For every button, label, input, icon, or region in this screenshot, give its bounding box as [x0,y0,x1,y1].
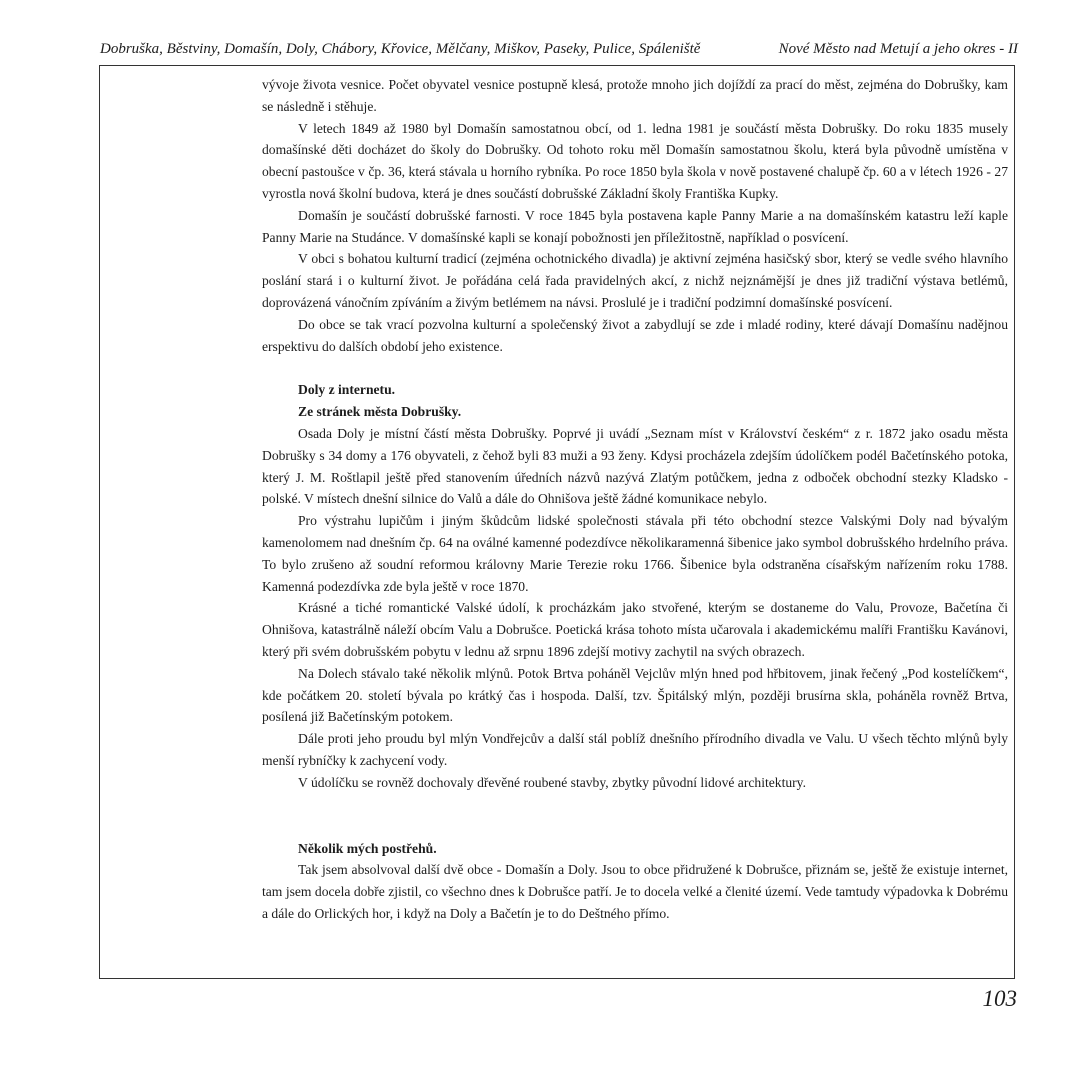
section-spacer [262,357,1008,379]
paragraph-domasin-parish: Domašín je součástí dobrušské farnosti. V roce 1845 byla postavena kaple Panny Marie a na domašínském katastru leží kaple Panny Marie na Studánce. V domašínské kapli se konají pobožnosti jen příležitostně, například o posvícení. [262,207,1008,245]
header-chapter-title: Dobruška, Běstviny, Domašín, Doly, Chábory, Křovice, Mělčany, Miškov, Paseky, Pulice, Spáleniště [100,41,701,57]
heading-author-notes: Několik mých postřehů. [298,840,437,856]
paragraph-doly-mills-continued: Dále proti jeho proudu byl mlýn Vondřejcův a další stál poblíž dnešního přírodního divadla ve Valu. U všech těchto mlýnů byly menší rybníčky k zachycení vody. [262,731,1008,768]
paragraph-doly-houses: V údolíčku se rovněž dochovaly dřevěné roubené stavby, zbytky původní lidové architektury. [298,774,806,790]
paragraph-domasin-school: V letech 1849 až 1980 byl Domašín samostatnou obcí, od 1. ledna 1981 je součástí města Dobrušky. Do roku 1835 musely domašínské děti docházet do školy do Dobrušky. Od tohoto roku měl Domašín samostatnou školu, která byla původně umístěna v obecní pastoušce v čp. 36, která stávala u horního rybníka. Po roce 1850 byla škola v nově postavené chalupě čp. 60 a v létech 1926 - 27 vyrostla nová školní budova, která je dnes součástí dobrušské Základní školy Františka Kupky. [262,120,1008,201]
paragraph-domasin-culture: V obci s bohatou kulturní tradicí (zejména ochotnického divadla) je aktivní zejména hasičský sbor, který se vedle svého hlavního poslání stará i o kulturní život. Je pořádána celá řada pravidelných akcí, z nichž nejznámější je dnes již tradiční výstava betlémů, doprovázená vánočním zpíváním a živým betlémem na návsi. Proslulé je i tradiční podzimní domašínské posvícení. [262,251,1008,310]
heading-doly-internet: Doly z internetu. [298,382,396,398]
main-text [262,74,1008,925]
section-spacer [262,794,1008,838]
paragraph-doly-mills: Na Dolech stávalo také několik mlýnů. Potok Brtva poháněl Vejclův mlýn hned pod hřbitovem, jinak řečený „Pod kostelíčkem“, kde počátkem 20. století bývala po krátký čas i hospoda. Další, tzv. Špitálský mlýn, později brusírna skla, poháněla rovněž Brtva, posílená již Bačetínským potokem. [262,665,1008,725]
header-book-title: Nové Město nad Metují a jeho okres - II [778,41,1018,57]
paragraph-intro: vývoje života vesnice. Počet obyvatel vesnice postupně klesá, protože mnoho jich dojíždí za prací do měst, zejména do Dobrušky, kam se následně i stěhuje. [262,77,1008,114]
paragraph-author-notes: Tak jsem absolvoval další dvě obce - Domašín a Doly. Jsou to obce přidružené k Dobrušce, přiznám se, ještě že existuje internet, tam jsem docela dobře zjistil, co všechno dnes k Dobrušce patří. Je to docela velké a členité území. Vede tamtudy výpadovka k Dobrému a dále do Orlických hor, i když na Doly a Bačetín je to do Deštného přímo. [262,862,1008,921]
page-number: 103 [982,986,1017,1011]
paragraph-doly-history: Osada Doly je místní částí města Dobrušky. Poprvé ji uvádí „Seznam míst v Království českém“ z r. 1872 jako osadu města Dobrušky s 34 domy a 176 obyvateli, z čehož byli 83 muži a 93 ženy. Kdysi procházela zdejším údolíčkem podél Bačetínského potoka, který J. M. Roštlapil ještě před stanovením úředních názvů nazývá Zlatým potůčkem, jedna z odboček obchodní stezky Kladsko - polské. V místech dnešní silnice do Valů a dále do Ohnišova ještě žádné komunikace nebylo. [262,425,1008,507]
heading-doly-source: Ze stránek města Dobrušky. [298,404,462,420]
paragraph-domasin-future: Do obce se tak vrací pozvolna kulturní a společenský život a zabydlují se zde i mladé rodiny, které dávají Domašínu nadějnou erspektivu do dalších období jeho existence. [262,316,1008,354]
paragraph-doly-gallows: Pro výstrahu lupičům i jiným škůdcům lidské společnosti stávala při této obchodní stezce Valskými Doly nad bývalým kamenolomem nad dnešním čp. 64 na oválné kamenné podezdívce několikaramenná šibenice jako symbol dobrušského hrdelního práva. To bylo zrušeno až soudní reformou královny Marie Terezie roku 1766. Šibenice byla odstraněna císařským nařízením roku 1788. Kamenná podezdívka zde byla ještě v roce 1870. [262,513,1008,594]
paragraph-doly-valley: Krásné a tiché romantické Valské údolí, k procházkám jako stvořené, kterým se dostaneme do Valu, Provoze, Bačetína či Ohnišova, katastrálně náleží obcím Valu a Dobrušce. Poetická krása tohoto místa učarovala i akademickému malíři Františku Kavánovi, který při svém dobrušském pobytu v lednu až srpnu 1896 zdejší motivy zachytil na svých obrazech. [262,600,1008,659]
